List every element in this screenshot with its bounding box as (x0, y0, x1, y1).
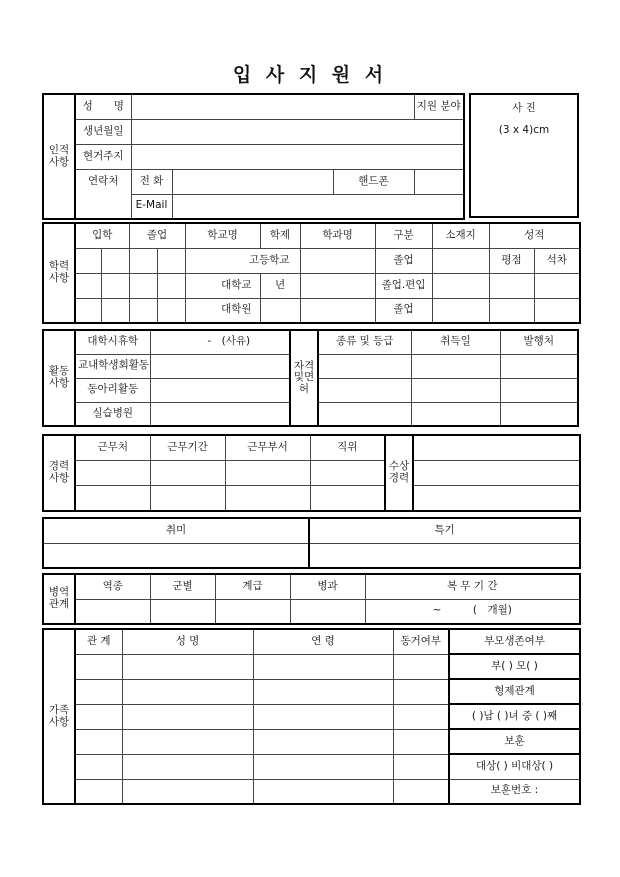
edu-cell[interactable] (300, 273, 375, 298)
talent-label: 특기 (309, 518, 580, 543)
family-header-name: 성 명 (122, 629, 253, 654)
activity-leave-label: 대학시휴학 (75, 330, 150, 354)
phone-field[interactable] (172, 169, 333, 194)
edu-cell[interactable] (432, 248, 489, 273)
license-cell[interactable] (500, 402, 578, 426)
license-cell[interactable] (411, 354, 500, 378)
family-cell[interactable] (253, 754, 393, 779)
address-field[interactable] (131, 144, 464, 169)
military-cell[interactable] (215, 599, 290, 624)
edu-cell[interactable] (260, 298, 300, 323)
career-cell[interactable] (150, 486, 225, 511)
career-cell[interactable] (75, 460, 150, 485)
edu-cell[interactable] (432, 298, 489, 323)
edu-status-univ: 졸업.편입 (375, 273, 432, 298)
hobby-field[interactable] (43, 543, 309, 568)
career-cell[interactable] (225, 460, 310, 485)
family-cell[interactable] (253, 779, 393, 804)
family-cell[interactable] (75, 779, 122, 804)
license-cell[interactable] (411, 402, 500, 426)
education-section-label: 학력사항 (43, 223, 75, 323)
edu-cell[interactable] (101, 273, 129, 298)
photo-label: 사 진 (512, 102, 536, 114)
family-cell[interactable] (75, 729, 122, 754)
edu-cell[interactable] (489, 273, 534, 298)
military-header-category: 역종 (75, 574, 150, 599)
family-cell[interactable] (393, 704, 449, 729)
edu-header-school: 학교명 (185, 223, 260, 248)
career-header-position: 직위 (310, 435, 385, 460)
personal-section-label: 인적사항 (43, 94, 75, 219)
edu-header-type: 구분 (375, 223, 432, 248)
edu-school-high: 고등학교 (185, 248, 300, 273)
military-header-period: 복 무 기 간 (365, 574, 580, 599)
family-cell[interactable] (393, 729, 449, 754)
parents-label: 부모생존여부 (449, 629, 580, 654)
military-header-branch: 군별 (150, 574, 215, 599)
family-cell[interactable] (75, 679, 122, 704)
family-cell[interactable] (122, 679, 253, 704)
career-cell[interactable] (310, 460, 385, 485)
page-title: 입 사 지 원 서 (232, 64, 388, 86)
edu-cell[interactable] (534, 298, 580, 323)
edu-cell[interactable] (101, 298, 129, 323)
phone-label: 전 화 (131, 169, 172, 194)
siblings-label: 형제관계 (449, 679, 580, 704)
veteran-value[interactable]: 대상( ) 비대상( ) (449, 754, 580, 779)
career-cell[interactable] (75, 486, 150, 511)
military-cell[interactable] (290, 599, 365, 624)
career-cell[interactable] (150, 460, 225, 485)
license-section-label: 자격및면허 (290, 330, 318, 426)
military-header-rank: 계급 (215, 574, 290, 599)
military-cell[interactable] (75, 599, 150, 624)
family-cell[interactable] (393, 754, 449, 779)
edu-status-high: 졸업 (375, 248, 432, 273)
activities-license-table (42, 329, 579, 427)
family-cell[interactable] (253, 729, 393, 754)
talent-field[interactable] (309, 543, 580, 568)
address-label: 현거주지 (75, 144, 131, 169)
veteran-number[interactable]: 보훈번호 : (449, 779, 580, 804)
edu-school-grad: 대학원 (185, 298, 260, 323)
siblings-value[interactable]: ( )남 ( )녀 중 ( )째 (449, 704, 580, 729)
edu-rank-label: 석차 (534, 248, 580, 273)
field-label: 지원 분야 (414, 94, 464, 119)
activity-cell[interactable] (150, 354, 290, 378)
mobile-field[interactable] (414, 169, 464, 194)
awards-section-label: 수상경력 (385, 435, 413, 511)
military-period-value[interactable]: ~ ( 개월) (365, 599, 580, 624)
edu-cell[interactable] (157, 298, 185, 323)
activity-leave-value[interactable]: - (사유) (150, 330, 290, 354)
activity-cell[interactable] (150, 378, 290, 402)
edu-cell[interactable] (489, 298, 534, 323)
awards-cell[interactable] (413, 435, 580, 460)
edu-cell[interactable] (129, 273, 157, 298)
family-cell[interactable] (122, 754, 253, 779)
military-table (42, 573, 581, 625)
career-header-dept: 근무부서 (225, 435, 310, 460)
edu-header-location: 소재지 (432, 223, 489, 248)
family-cell[interactable] (122, 704, 253, 729)
activities-section-label: 활동사항 (43, 330, 75, 426)
activity-club-label: 동아리활동 (75, 378, 150, 402)
family-cell[interactable] (253, 679, 393, 704)
family-cell[interactable] (393, 654, 449, 679)
license-header-date: 취득일 (411, 330, 500, 354)
edu-cell[interactable] (75, 298, 101, 323)
family-cell[interactable] (393, 679, 449, 704)
activity-hospital-label: 실습병원 (75, 402, 150, 426)
email-field[interactable] (172, 194, 464, 219)
activity-cell[interactable] (150, 402, 290, 426)
edu-header-major: 학과명 (300, 223, 375, 248)
license-cell[interactable] (318, 354, 411, 378)
hobby-label: 취미 (43, 518, 309, 543)
edu-header-system: 학제 (260, 223, 300, 248)
personal-info-table (42, 93, 465, 220)
parents-value[interactable]: 부( ) 모( ) (449, 654, 580, 679)
license-cell[interactable] (500, 378, 578, 402)
edu-year-label: 년 (260, 273, 300, 298)
edu-header-graduate: 졸업 (129, 223, 185, 248)
edu-school-univ: 대학교 (185, 273, 260, 298)
edu-status-grad: 졸업 (375, 298, 432, 323)
edu-cell[interactable] (101, 248, 129, 273)
education-table (42, 222, 581, 324)
birth-label: 생년월일 (75, 119, 131, 144)
career-header-period: 근무기간 (150, 435, 225, 460)
edu-cell[interactable] (432, 273, 489, 298)
military-header-specialty: 병과 (290, 574, 365, 599)
photo-box[interactable] (469, 93, 579, 218)
family-cell[interactable] (122, 729, 253, 754)
awards-cell[interactable] (413, 486, 580, 511)
family-header-relation: 관 계 (75, 629, 122, 654)
military-cell[interactable] (150, 599, 215, 624)
name-field[interactable] (131, 94, 414, 119)
career-table (42, 434, 581, 512)
edu-cell[interactable] (300, 298, 375, 323)
career-section-label: 경력사항 (43, 435, 75, 511)
awards-cell[interactable] (413, 460, 580, 485)
license-cell[interactable] (500, 354, 578, 378)
family-cell[interactable] (75, 654, 122, 679)
hobby-table (42, 517, 581, 569)
birth-field[interactable] (131, 119, 464, 144)
edu-cell[interactable] (157, 273, 185, 298)
mobile-label: 핸드폰 (333, 169, 414, 194)
family-header-cohabit: 동거여부 (393, 629, 449, 654)
family-cell[interactable] (253, 654, 393, 679)
edu-gpa-label: 평점 (489, 248, 534, 273)
edu-cell[interactable] (300, 248, 375, 273)
edu-cell[interactable] (129, 298, 157, 323)
license-cell[interactable] (318, 378, 411, 402)
edu-cell[interactable] (157, 248, 185, 273)
veteran-label: 보훈 (449, 729, 580, 754)
family-cell[interactable] (75, 704, 122, 729)
family-cell[interactable] (393, 779, 449, 804)
career-cell[interactable] (225, 486, 310, 511)
family-table (42, 628, 581, 805)
license-header-issuer: 발행처 (500, 330, 578, 354)
edu-cell[interactable] (75, 273, 101, 298)
military-section-label: 병역관계 (43, 574, 75, 624)
edu-header-enter: 입학 (75, 223, 129, 248)
name-label: 성 명 (75, 94, 131, 119)
family-header-age: 연 령 (253, 629, 393, 654)
career-cell[interactable] (310, 486, 385, 511)
edu-header-grade: 성적 (489, 223, 580, 248)
family-section-label: 가족사항 (43, 629, 75, 804)
edu-cell[interactable] (75, 248, 101, 273)
license-cell[interactable] (318, 402, 411, 426)
career-header-company: 근무처 (75, 435, 150, 460)
family-cell[interactable] (122, 654, 253, 679)
contact-label: 연락처 (75, 169, 131, 219)
photo-size: (3 x 4)cm (498, 124, 550, 136)
family-cell[interactable] (253, 704, 393, 729)
email-label: E-Mail (131, 194, 172, 219)
activity-council-label: 교내학생회활동 (75, 354, 150, 378)
license-cell[interactable] (411, 378, 500, 402)
edu-cell[interactable] (534, 273, 580, 298)
family-cell[interactable] (122, 779, 253, 804)
license-header-type: 종류 및 등급 (318, 330, 411, 354)
edu-cell[interactable] (129, 248, 157, 273)
family-cell[interactable] (75, 754, 122, 779)
